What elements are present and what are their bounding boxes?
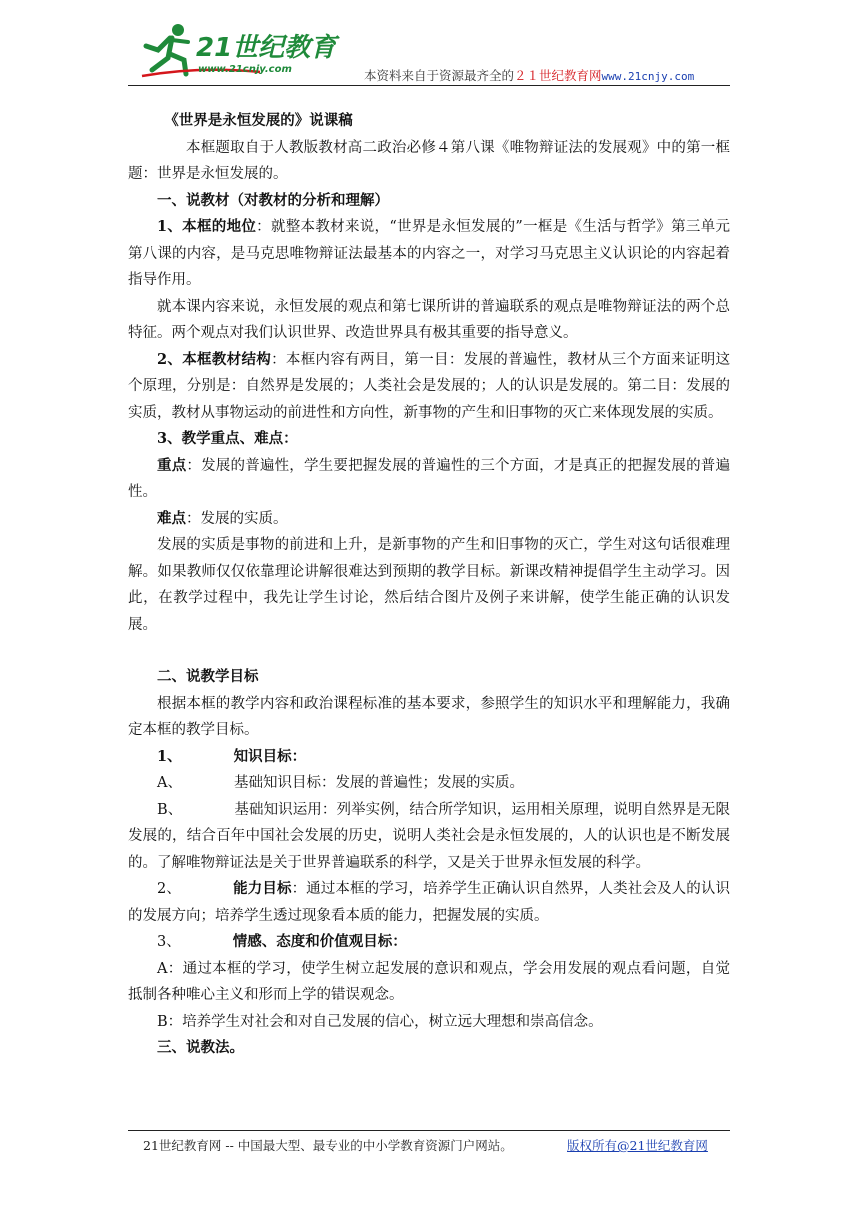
page-header — [0, 0, 860, 86]
s1-3-heading: 3、教学重点、难点： — [157, 430, 298, 447]
goal-3-b: B：培养学生对社会和对自己发展的信心，树立远大理想和崇高信念。 — [157, 1013, 603, 1030]
header-divider — [128, 85, 730, 86]
goal-2: 2、 能力目标：通过本框的学习，培养学生正确认识自然界，人类社会及人的认识的发展方向；培养学生透过现象看本质的能力，把握发展的实质。 — [128, 880, 730, 924]
s1-2-paragraph: 2、本框教材结构：本框内容有两目，第一目：发展的普遍性，教材从三个方面来证明这个原理，分别是：自然界是发展的；人类社会是发展的；人的认识是发展的。第二目：发展的实质，教材从事物运动的前进性和方向性，新事物的产生和旧事物的灭亡来体现发展的实质。 — [128, 350, 731, 421]
document-body — [128, 108, 730, 1062]
intro-paragraph: 本框题取自于人教版教材高二政治必修４第八课《唯物辩证法的发展观》中的第一框题：世界是永恒发展的。 — [128, 139, 730, 182]
section-3-heading: 三、说教法。 — [157, 1039, 244, 1056]
header-source-note: 本资料来自于资源最齐全的２１世纪教育网www.21cnjy.com — [364, 68, 695, 83]
section-2-heading: 二、说教学目标 — [157, 668, 259, 685]
copyright-link[interactable]: 版权所有@21世纪教育网 — [567, 1138, 708, 1153]
s1-1-paragraph-2: 就本课内容来说，永恒发展的观点和第七课所讲的普遍联系的观点是唯物辩证法的两个总特征。两个观点对我们认识世界、改造世界具有极其重要的指导意义。 — [128, 298, 730, 341]
logo-url: www.21cnjy.com — [198, 64, 292, 75]
section-1-heading: 一、说教材（对教材的分析和理解） — [157, 191, 389, 209]
goal-3-a: A：通过本框的学习，使学生树立起发展的意识和观点，学会用发展的观点看问题，自觉抵制各种唯心主义和形而上学的错误观念。 — [128, 960, 730, 1003]
s1-1-paragraph: 1、本框的地位：就整本教材来说，“世界是永恒发展的”一框是《生活与哲学》第三单元第八课的内容，是马克思唯物辩证法最基本的内容之一，对学习马克思主义认识论的内容起着指导作用。 — [128, 218, 730, 288]
goal-1: 1、 知识目标： — [157, 747, 307, 765]
header-brand: ２１世纪教育网 — [514, 68, 602, 83]
goal-1-b: B、 基础知识运用：列举实例，结合所学知识，运用相关原理，说明自然界是无限发展的，结合百年中国社会发展的历史，说明人类社会是永恒发展的，人的认识也是不断发展的。了解唯物辩证法是关于世界普遍联系的科学，又是关于世界永恒发展的科学。 — [128, 801, 731, 871]
s2-paragraph: 根据本框的教学内容和政治课程标准的基本要求，参照学生的知识水平和理解能力，我确定本框的教学目标。 — [128, 695, 730, 738]
header-site-link[interactable]: www.21cnjy.com — [601, 70, 695, 83]
goal-3: 3、 情感、态度和价值观目标： — [157, 933, 407, 950]
page-footer — [143, 1136, 743, 1154]
difficulty-explanation: 发展的实质是事物的前进和上升，是新事物的产生和旧事物的灭亡，学生对这句话很难理解。如果教师仅仅依靠理论讲解很难达到预期的教学目标。新课改精神提倡学生主动学习。因此，在教学过程中，我先让学生讨论，然后结合图片及例子来讲解，使学生能正确的认识发展。 — [128, 537, 730, 633]
document-title: 《世界是永恒发展的》说课稿 — [164, 112, 353, 129]
logo-text: 21世纪教育 — [196, 33, 337, 63]
site-logo[interactable] — [140, 20, 340, 82]
difficult-point: 难点：发展的实质。 — [157, 509, 288, 527]
footer-text: 21世纪教育网 -- 中国最大型、最专业的中小学教育资源门户网站。 — [143, 1138, 513, 1153]
footer-divider — [128, 1130, 730, 1131]
key-point: 重点：发展的普遍性，学生要把握发展的普遍性的三个方面，才是真正的把握发展的普遍性。 — [128, 456, 731, 500]
goal-1-a: A、 基础知识目标：发展的普遍性；发展的实质。 — [157, 775, 524, 791]
